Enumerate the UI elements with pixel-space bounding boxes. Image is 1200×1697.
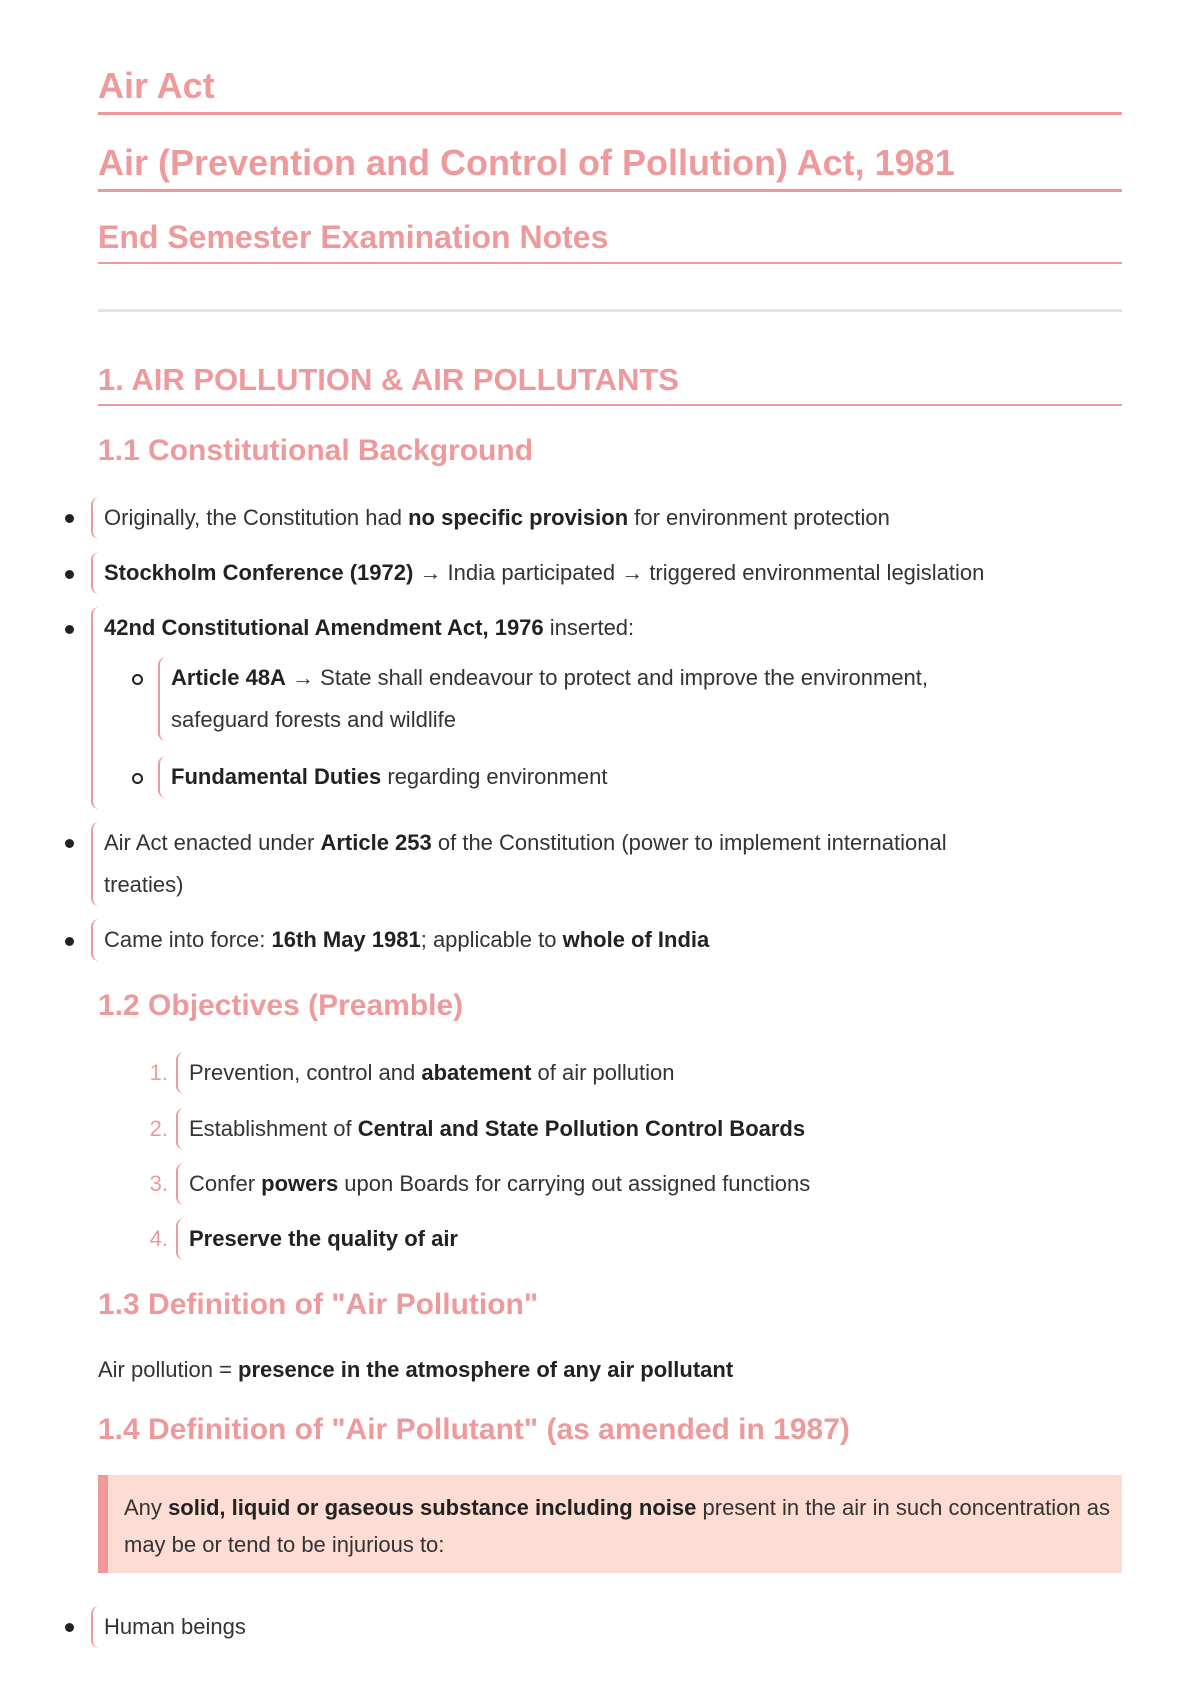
left-accent-bar [176, 1052, 184, 1094]
bullet-dot-icon [65, 514, 74, 523]
left-accent-bar [176, 1218, 184, 1260]
left-accent-bar [91, 822, 99, 906]
bullet-dot-icon [65, 570, 74, 579]
document-title: Air Act [98, 66, 1122, 115]
left-accent-bar [176, 1108, 184, 1150]
left-accent-bar [176, 1163, 184, 1205]
section-1-heading: 1. AIR POLLUTION & AIR POLLUTANTS [98, 362, 1122, 406]
bullet-ring-icon [132, 773, 143, 784]
bullet-dot-icon [65, 1623, 74, 1632]
left-accent-bar [158, 756, 166, 798]
section-1-4-heading: 1.4 Definition of "Air Pollutant" (as amended in 1987) [98, 1413, 850, 1446]
left-accent-bar [91, 1606, 99, 1648]
section-1-3-heading: 1.3 Definition of "Air Pollution" [98, 1288, 539, 1321]
act-title: Air (Prevention and Control of Pollution) Act, 1981 [98, 143, 1122, 192]
definition-callout: Any solid, liquid or gaseous substance including noise present in the air in such concentration as may be or tend to be injurious to: [98, 1475, 1122, 1573]
left-accent-bar [91, 497, 99, 539]
bullet-dot-icon [65, 937, 74, 946]
left-accent-bar [158, 657, 166, 741]
left-accent-bar [91, 919, 99, 961]
bullet-ring-icon [132, 674, 143, 685]
horizontal-divider [98, 309, 1122, 312]
left-accent-bar [91, 607, 99, 809]
left-accent-bar [91, 552, 99, 594]
notes-subtitle: End Semester Examination Notes [98, 219, 1122, 264]
bullet-dot-icon [65, 839, 74, 848]
air-pollution-definition: Air pollution = presence in the atmosphere of any air pollutant [98, 1357, 734, 1382]
section-1-2-heading: 1.2 Objectives (Preamble) [98, 989, 464, 1022]
bullet-dot-icon [65, 625, 74, 634]
section-1-1-heading: 1.1 Constitutional Background [98, 434, 534, 467]
